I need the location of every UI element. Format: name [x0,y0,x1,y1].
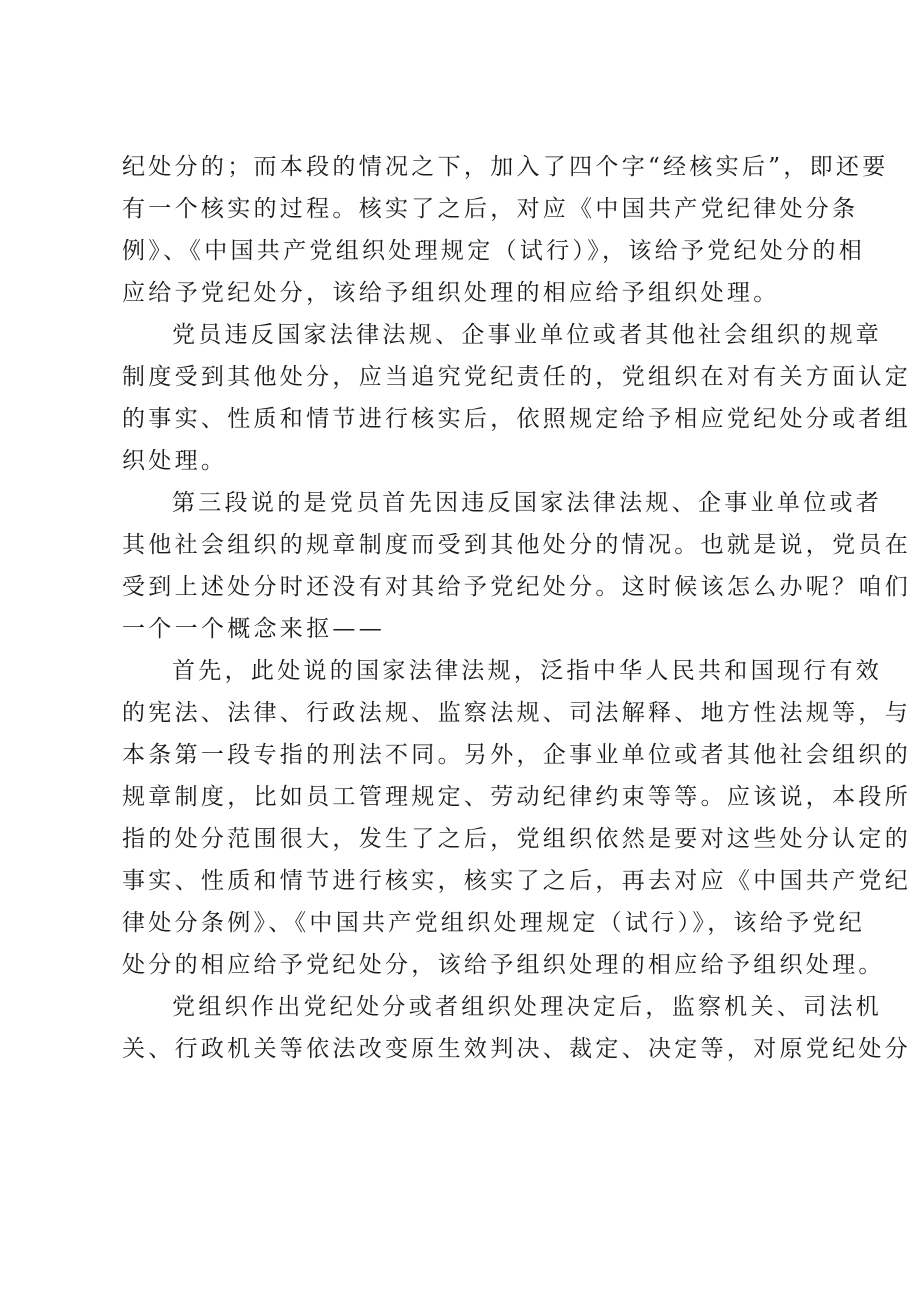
text-line: 党员违反国家法律法规、企事业单位或者其他社会组织的规章 [172,322,883,348]
text-line: 受到上述处分时还没有对其给予党纪处分。这时候该怎么办呢？咱们 [122,574,911,600]
text-line: 一个一个概念来抠—— [122,616,385,642]
text-line: 规章制度，比如员工管理规定、劳动纪律约束等等。应该说，本段所 [122,784,911,810]
text-line: 的事实、性质和情节进行核实后，依照规定给予相应党纪处分或者组 [122,406,911,432]
paragraph-5 [122,986,911,1070]
text-line: 应给予党纪处分，该给予组织处理的相应给予组织处理。 [122,280,780,306]
paragraph-3 [122,482,911,650]
text-line: 关、行政机关等依法改变原生效判决、裁定、决定等，对原党纪处分 [122,1036,911,1062]
text-line: 纪处分的；而本段的情况之下，加入了四个字“经核实后”，即还要 [122,154,889,180]
text-line: 有一个核实的过程。核实了之后，对应《中国共产党纪律处分条 [122,196,859,222]
document-page [122,146,911,1070]
text-line: 指的处分范围很大，发生了之后，党组织依然是要对这些处分认定的 [122,826,911,852]
text-line: 事实、性质和情节进行核实，核实了之后，再去对应《中国共产党纪 [122,868,911,894]
text-line: 例》、《中国共产党组织处理规定（试行）》，该给予党纪处分的相 [122,238,865,264]
paragraph-2 [122,314,911,482]
text-line: 首先，此处说的国家法律法规，泛指中华人民共和国现行有效 [172,658,883,684]
text-line: 的宪法、法律、行政法规、监察法规、司法解释、地方性法规等，与 [122,700,911,726]
text-line: 律处分条例》、《中国共产党组织处理规定（试行）》，该给予党纪 [122,910,865,936]
paragraph-1 [122,146,889,314]
text-line: 织处理。 [122,448,228,474]
paragraph-4 [122,650,911,986]
text-line: 其他社会组织的规章制度而受到其他处分的情况。也就是说，党员在 [122,532,911,558]
text-line: 制度受到其他处分，应当追究党纪责任的，党组织在对有关方面认定 [122,364,911,390]
text-line: 第三段说的是党员首先因违反国家法律法规、企事业单位或者 [172,490,883,516]
text-line: 本条第一段专指的刑法不同。另外，企事业单位或者其他社会组织的 [122,742,911,768]
text-line: 处分的相应给予党纪处分，该给予组织处理的相应给予组织处理。 [122,952,885,978]
text-line: 党组织作出党纪处分或者组织处理决定后，监察机关、司法机 [172,994,883,1020]
